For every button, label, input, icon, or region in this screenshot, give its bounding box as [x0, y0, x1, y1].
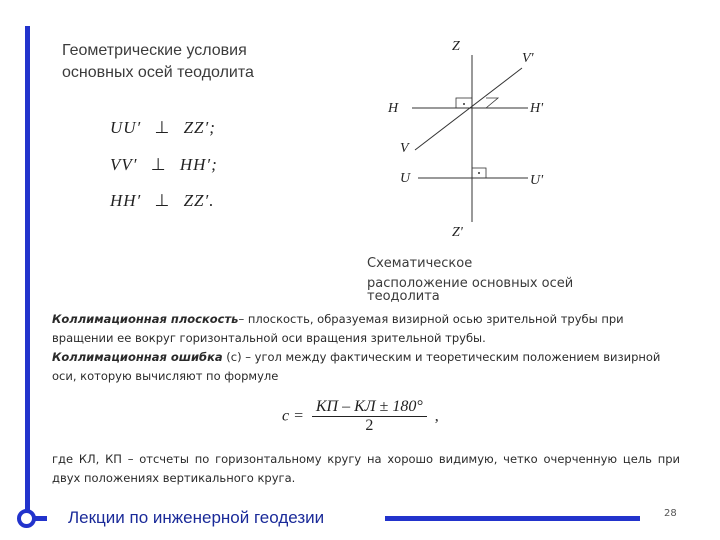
perpendicular-symbol: ⊥	[154, 191, 171, 210]
paragraph-collimation-plane	[52, 310, 682, 348]
label-z: Z	[452, 39, 460, 54]
label-v: V	[400, 141, 409, 156]
label-h: H	[388, 101, 399, 116]
condition-left: HH′	[110, 191, 142, 210]
formula-lhs: c =	[282, 407, 304, 425]
perpendicular-symbol: ⊥	[154, 118, 171, 137]
paragraph-readings	[52, 450, 680, 488]
label-v-prime: V'	[522, 51, 534, 66]
condition-left: UU′	[110, 118, 142, 137]
term-collimation-error: Коллимационная ошибка	[52, 350, 223, 364]
condition-right: HH′	[179, 155, 212, 174]
condition-right: ZZ′	[183, 191, 210, 210]
definition-collimation-error: (с) – угол между фактическим и теоретическим положением визирной оси, которую вычисляют по формуле	[52, 350, 661, 383]
page-number: 28	[664, 508, 677, 519]
perpendicular-symbol: ⊥	[150, 155, 167, 174]
formula-denominator: 2	[365, 417, 374, 434]
paragraph-collimation-error	[52, 348, 682, 386]
footer-title: Лекции по инженерной геодезии	[68, 508, 325, 527]
diagram-caption	[367, 254, 647, 307]
right-angle-dot	[463, 103, 465, 105]
caption-line-3: теодолита	[367, 289, 440, 304]
definition-collimation-plane: – плоскость, образуемая визирной осью зрительной трубы при вращении ее вокруг горизонтальной оси вращения зрительной трубы.	[52, 312, 624, 345]
label-h-prime: H'	[530, 101, 544, 116]
label-u-prime: U'	[530, 173, 544, 188]
caption-line-2: расположение основных осей	[367, 276, 574, 291]
label-z-prime: Z'	[452, 225, 463, 240]
angle-mark	[486, 98, 498, 108]
formula-numerator: КП – КЛ ± 180°	[312, 398, 427, 417]
condition-end: ;	[211, 155, 218, 174]
condition-left: VV′	[110, 155, 138, 174]
formula-end: ,	[434, 407, 439, 425]
term-collimation-plane: Коллимационная плоскость	[52, 312, 239, 326]
formula-fraction	[312, 398, 427, 435]
condition-end: .	[209, 191, 215, 210]
right-angle-dot	[478, 172, 480, 174]
condition-end: ;	[209, 118, 216, 137]
readings-text: где КЛ, КП – отсчеты по горизонтальному кругу на хорошо видимую, четко очерченную цель при двух положениях вертикального круга.	[52, 452, 680, 485]
label-u: U	[400, 171, 411, 186]
caption-line-1: Схематическое	[367, 256, 473, 271]
title-line-2: основных осей теодолита	[62, 64, 254, 81]
title-line-1: Геометрические условия	[62, 42, 247, 59]
axis-vv	[415, 68, 522, 150]
formula	[282, 398, 439, 435]
condition-right: ZZ′	[183, 118, 210, 137]
